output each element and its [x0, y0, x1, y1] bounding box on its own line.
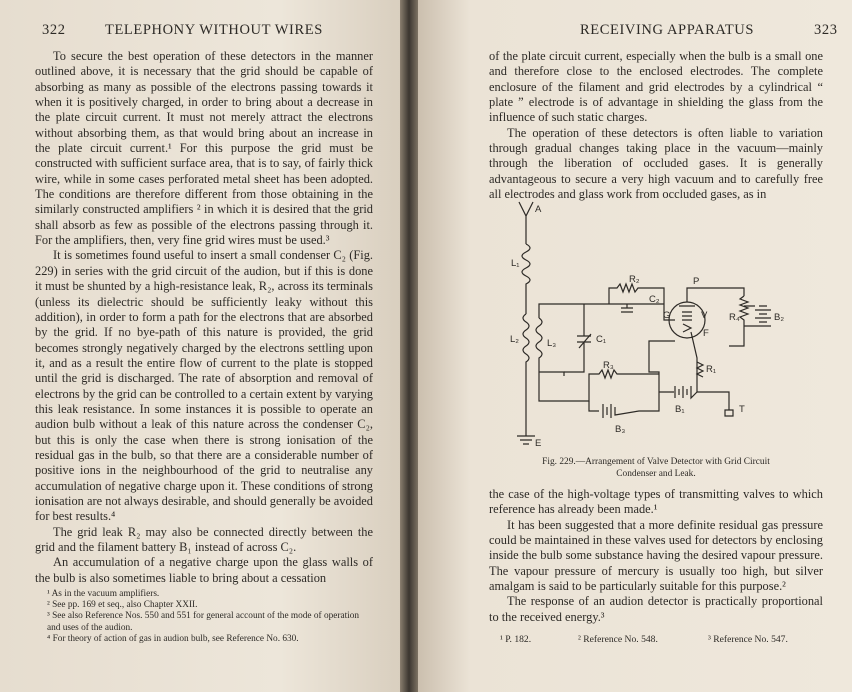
- label-R3: R₃: [603, 360, 614, 371]
- footnote: ¹ As in the vacuum amplifiers.: [47, 589, 160, 599]
- label-T: T: [739, 404, 745, 415]
- coil-l2: [523, 314, 529, 436]
- body-text-top: [489, 49, 823, 202]
- label-F: F: [703, 328, 709, 339]
- caption-line: Fig. 229.—Arrangement of Valve Detector with Grid Circuit: [542, 457, 770, 467]
- footnote: ² Reference No. 548.: [578, 634, 658, 645]
- label-A: A: [535, 204, 542, 215]
- left-page: [0, 0, 400, 692]
- paragraph: of the plate circuit current, especially when the bulb is a small one and therefore close to the enclosed electrodes. The complete enclosure of the filament and grid electrodes by a cylindrical “ plate ” electrode is of advantage in shielding the glass from the influence of such static charges.: [489, 49, 823, 125]
- body-text-bottom: [489, 487, 823, 625]
- circuit-diagram: [499, 196, 799, 458]
- label-B2: B₂: [774, 312, 785, 323]
- footnote: ³ See also Reference Nos. 550 and 551 for general account of the mode of operation and uses of the audion.: [47, 611, 360, 633]
- antenna-symbol: [519, 202, 533, 244]
- label-C1: C₁: [596, 334, 607, 345]
- paragraph: The grid leak R₂ may also be connected directly between the grid and the filament battery B₁ instead of across C₂.: [35, 524, 373, 554]
- footnote: ³ Reference No. 547.: [708, 634, 788, 645]
- label-E: E: [535, 438, 542, 449]
- paragraph: The operation of these detectors is often liable to variation through gradual changes taking place in the vacuum—mainly through the liberation of occluded gases. It is generally advantageous to secure a very high vacuum and to carefully free all electrodes and glass work from occluded gases, as in: [489, 125, 823, 202]
- condenser-c2: [621, 304, 633, 312]
- label-L3: L₃: [547, 338, 557, 349]
- circuit-wire: [539, 304, 664, 396]
- battery-b3: [589, 392, 659, 418]
- label-L1: L₁: [511, 258, 520, 269]
- resistor-r3: [539, 370, 659, 401]
- body-text: [35, 49, 373, 586]
- page-number: 323: [814, 22, 838, 38]
- book-gutter: [400, 0, 418, 692]
- paragraph: the case of the high-voltage types of transmitting valves to which reference has already been made.¹: [489, 487, 823, 517]
- paragraph: It is sometimes found useful to insert a small condenser C₂ (Fig. 229) in series with the grid circuit of the audion, but if this is done it must be shunted by a high-resistance leak, R₂, across its terminals (unless its dielectric should be sufficiently leaky without this addition), in order to form a path for the electrons that are absorbed by the grid. If no bye-path of this nature is provided, the grid becomes strongly negatively charged by the electrons settling upon it, and as a result the entire flow of current to the plate is stopped until the grid is discharged. The rate of absorption and removal of electrons by the grid can be controlled to a certain extent by varying this leak resistance. In some instances it is possible to operate an audion bulb without a leak of this nature across the condenser C₂, but this is only the case when there is strong ionisation of the residual gas in the bulb, so that there are a considerable number of positive ions in the neighbourhood of the grid to neutralise any accumulation of negative charge upon it. These conditions of strong ionisation are not always desirable, and should generally be avoided for best results.⁴: [35, 248, 373, 524]
- paragraph: To secure the best operation of these detectors in the manner outlined above, it is necessary that the grid should be capable of absorbing as many as possible of the electrons passing towards it when it is positively charged, in order to bring about a decrease in the plate circuit current. It must not merely attract the electrons without absorbing them, as that would bring about an increase in the plate circuit current.¹ For this purpose the grid must be constructed with sufficient surface area, that is to say, of fairly thick wire, while in some cases perforated metal sheet has been adopted. The conditions are therefore different from those obtaining in the similarly constructed amplifiers ² in which it is desired that the grid shall absorb as few as possible of the electrons passing through it. For the amplifiers, then, very fine grid wires must be used.³: [35, 49, 373, 248]
- label-B3: B₃: [615, 424, 626, 435]
- label-R4: R₄: [729, 312, 740, 323]
- footnotes: [35, 589, 373, 645]
- label-V: V: [701, 310, 708, 321]
- label-R1: R₁: [706, 364, 717, 375]
- label-P: P: [693, 276, 700, 287]
- paragraph: An accumulation of a negative charge upon the glass walls of the bulb is also sometimes liable to bring about a cessation: [35, 555, 373, 585]
- coil-l1: [522, 244, 530, 314]
- footnote: ⁴ For theory of action of gas in audion bulb, see Reference No. 630.: [47, 633, 299, 644]
- diagram-labels: [510, 204, 784, 449]
- label-B1: B₁: [675, 404, 685, 415]
- label-R2: R₂: [629, 274, 640, 285]
- filament-lead: [691, 332, 717, 392]
- battery-b1: [659, 386, 697, 398]
- running-head: RECEIVING APPARATUS: [580, 22, 755, 38]
- figure-caption: [506, 457, 806, 480]
- page-number: 322: [42, 22, 66, 38]
- circuit-wire: [649, 341, 675, 392]
- running-head: TELEPHONY WITHOUT WIRES: [105, 22, 323, 38]
- paragraph: It has been suggested that a more definite residual gas pressure could be maintained in these valves used for detectors by enclosing inside the bulb some substance having the desired vapour pressure. The vapour pressure of mercury is usually too high, but silver amalgam is said to be particularly suitable for this purpose.²: [489, 517, 823, 594]
- caption-line: Condenser and Leak.: [616, 468, 696, 479]
- earth-symbol: [517, 436, 535, 444]
- label-C2: C₂: [649, 294, 660, 305]
- telephone-symbol: [714, 392, 733, 416]
- coil-l3: [536, 318, 542, 362]
- valve-electrodes: [679, 306, 695, 332]
- footnote: ¹ P. 182.: [500, 634, 532, 645]
- footnote: ² See pp. 169 et seq., also Chapter XXII.: [47, 600, 198, 611]
- plate-lead: [687, 288, 699, 302]
- battery-b2: [755, 306, 771, 326]
- paragraph: The response of an audion detector is practically proportional to the received energy.³: [489, 594, 823, 624]
- label-G: G: [663, 310, 671, 321]
- resistor-r1: [697, 362, 703, 377]
- label-L2: L₂: [510, 334, 519, 345]
